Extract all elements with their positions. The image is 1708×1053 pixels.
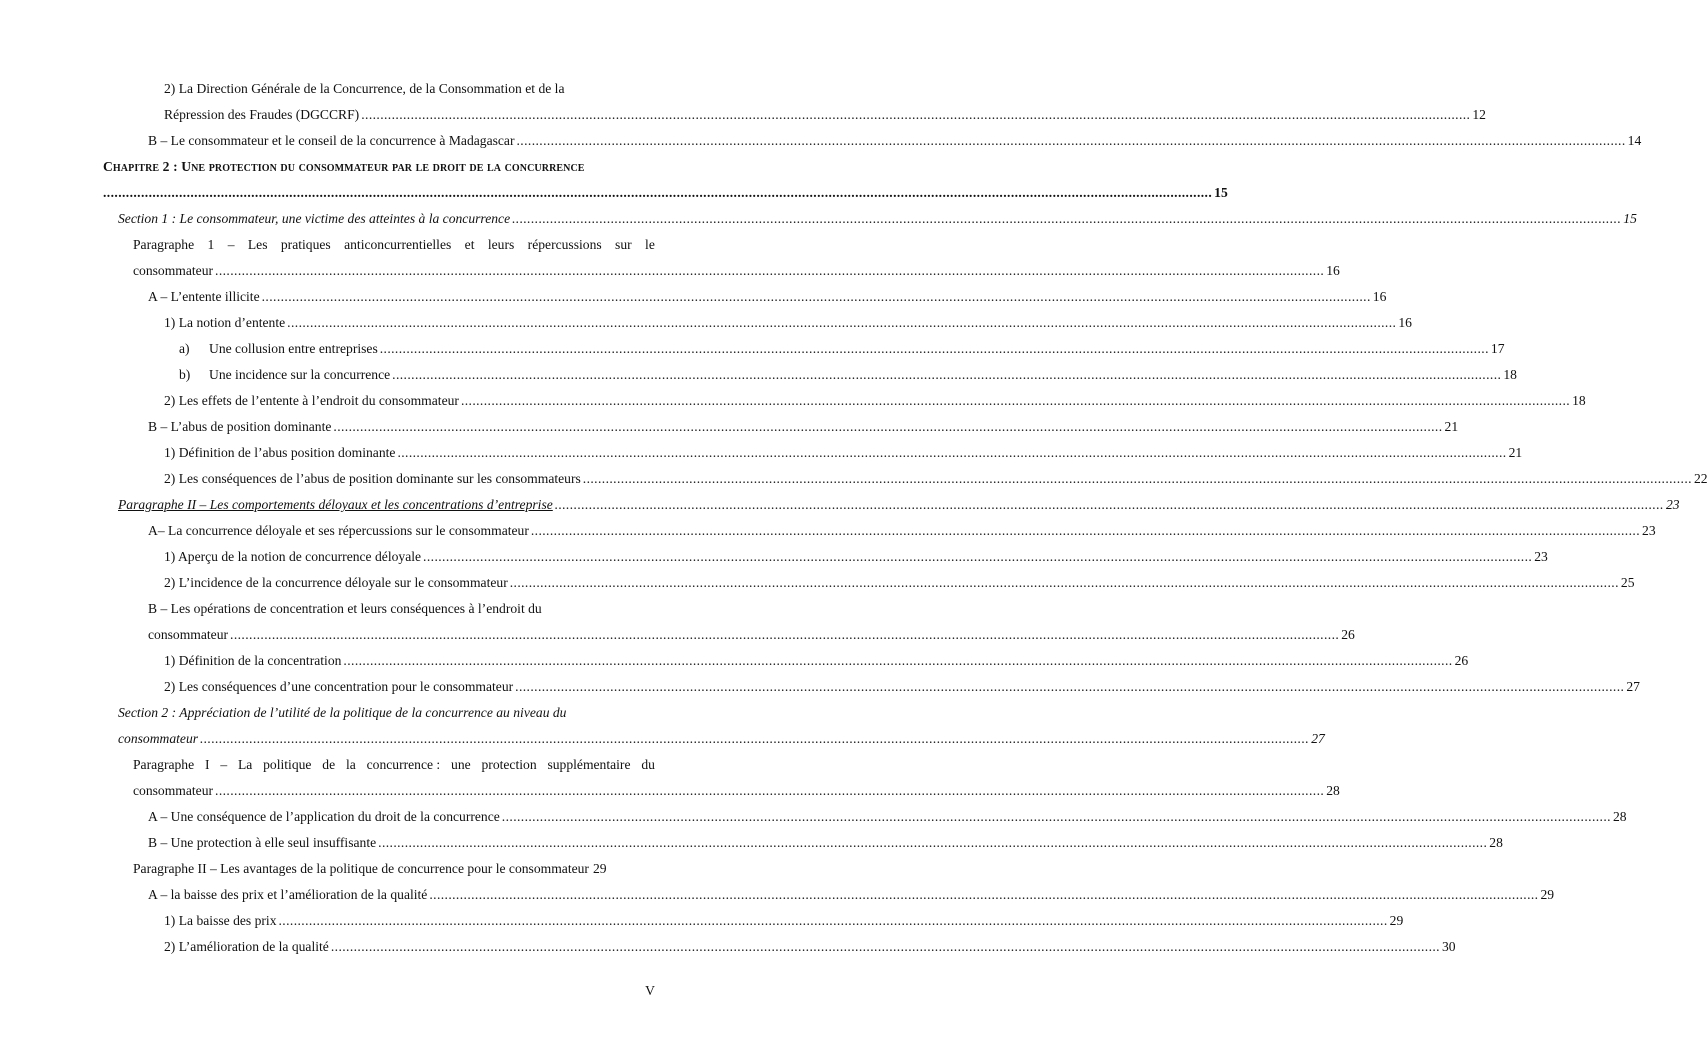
toc-page-number: 25: [1620, 575, 1635, 590]
toc-entry-text: A – Une conséquence de l’application du droit de la concurrence: [148, 809, 500, 824]
word: protection: [481, 757, 537, 772]
toc-entry-baisse-prix[interactable]: [164, 911, 1404, 931]
toc-entry-apercu-notion[interactable]: [164, 547, 1548, 567]
toc-entry-text: A– La concurrence déloyale et ses répercussions sur le consommateur: [148, 523, 529, 538]
dot-leader: [512, 209, 1621, 229]
word: –: [220, 757, 228, 772]
toc-paragraphe-1-line2[interactable]: [133, 261, 1340, 281]
word: une: [451, 757, 471, 772]
dot-leader: [287, 313, 1396, 333]
toc-page-number: 26: [1454, 653, 1469, 668]
toc-entry-concurrence-deloyale[interactable]: [148, 521, 1656, 541]
toc-entry-text: B – L’abus de position dominante: [148, 419, 332, 434]
toc-entry-text: Une collusion entre entreprises: [209, 341, 378, 356]
toc-entry-entente-illicite[interactable]: [148, 287, 1387, 307]
toc-entry-text: 2) Les effets de l’entente à l’endroit du consommateur: [164, 393, 459, 408]
toc-entry-text: A – L’entente illicite: [148, 289, 260, 304]
toc-page-number: 27: [1311, 731, 1325, 746]
toc-page-number: 15: [1214, 185, 1228, 200]
toc-entry-text: Paragraphe II – Les comportements déloyaux et les concentrations d’entreprise: [118, 497, 553, 512]
word: concurrence :: [366, 757, 441, 772]
toc-page-number: 29: [1389, 913, 1404, 928]
toc-page-number: 26: [1341, 627, 1355, 642]
word: et: [464, 237, 475, 252]
dot-leader: [378, 833, 1487, 853]
toc-entry-text: B – Les opérations de concentration et leurs conséquences à l’endroit du: [148, 601, 542, 616]
toc-entry-text: 2) Les conséquences de l’abus de position dominante sur les consommateurs: [164, 471, 581, 486]
toc-page-number: 23: [1665, 497, 1680, 512]
toc-entry-conseil-madagascar[interactable]: [148, 131, 1642, 151]
toc-page-number: 28: [1326, 783, 1340, 798]
toc-page-number: 21: [1444, 419, 1459, 434]
dot-leader: [333, 417, 1442, 437]
toc-page-number: 27: [1626, 679, 1640, 694]
toc-entry-text: A – la baisse des prix et l’amélioration de la qualité: [148, 887, 428, 902]
dot-leader: [515, 677, 1624, 697]
toc-entry-text: B – Le consommateur et le conseil de la concurrence à Madagascar: [148, 133, 515, 148]
toc-entry-definition-abus[interactable]: [164, 443, 1523, 463]
word: sur: [615, 237, 632, 252]
toc-entry-text: consommateur: [133, 783, 214, 798]
dot-leader: [230, 625, 1339, 645]
toc-entry-text: 2) L’incidence de la concurrence déloyale sur le consommateur: [164, 575, 508, 590]
toc-section-2-line2[interactable]: [118, 729, 1325, 749]
word: Les: [247, 237, 268, 252]
toc-page-number: 28: [1489, 835, 1503, 850]
toc-entry-baisse-prix-qualite[interactable]: [148, 885, 1555, 905]
word: du: [641, 757, 655, 772]
toc-entry-definition-concentration[interactable]: [164, 651, 1469, 671]
toc-page-number: 18: [1572, 393, 1586, 408]
toc-entry-text: 1) Définition de la concentration: [164, 653, 342, 668]
toc-entry-text: 1) Définition de l’abus position dominante: [164, 445, 396, 460]
word: anticoncurrentielles: [344, 237, 452, 252]
toc-paragraphe-1-line1[interactable]: [133, 235, 655, 255]
word: 1: [207, 237, 215, 252]
toc-page-number: 23: [1534, 549, 1548, 564]
word: Paragraphe: [133, 757, 195, 772]
toc-page-number: 16: [1326, 263, 1340, 278]
toc-paragraphe-4[interactable]: [133, 859, 655, 879]
toc-entry-text: 2) La Direction Générale de la Concurrence, de la Consommation et de la: [164, 81, 565, 96]
dot-leader: [397, 443, 1506, 463]
toc-entry-text: 2) L’amélioration de la qualité: [164, 939, 329, 954]
toc-page-number: 16: [1372, 289, 1387, 304]
dot-leader: [331, 937, 1440, 957]
word: leurs: [487, 237, 515, 252]
toc-entry-collusion[interactable]: [179, 339, 1505, 359]
toc-section-1[interactable]: [118, 209, 1637, 229]
dot-leader: [461, 391, 1570, 411]
toc-page-number: 15: [1623, 211, 1637, 226]
dot-leader: [555, 495, 1664, 515]
toc-paragraphe-3-line1[interactable]: [133, 755, 655, 775]
toc-entry-text: Une incidence sur la concurrence: [209, 367, 391, 382]
toc-page-number: 16: [1398, 315, 1412, 330]
toc-page-number: 12: [1472, 107, 1486, 122]
word: de: [322, 757, 336, 772]
dot-leader: [531, 521, 1640, 541]
toc-entry-dgccrf-line1: [164, 79, 655, 99]
toc-section-2-line1[interactable]: [118, 703, 655, 723]
toc-entry-dgccrf[interactable]: [164, 105, 1486, 125]
toc-chapter-2-title[interactable]: [103, 157, 655, 177]
toc-entry-operations-concentration-line2[interactable]: [148, 625, 1355, 645]
word: Paragraphe: [133, 237, 195, 252]
dot-leader: [262, 287, 1371, 307]
toc-entry-text: Paragraphe II – Les avantages de la politique de concurrence pour le consommateur: [133, 861, 589, 876]
dot-leader: [510, 573, 1619, 593]
toc-page-number: 30: [1442, 939, 1456, 954]
toc-entry-operations-concentration-line1[interactable]: [148, 599, 655, 619]
toc-entry-abus-position[interactable]: [148, 417, 1459, 437]
list-marker: a): [179, 341, 190, 356]
dot-leader: [279, 911, 1388, 931]
toc-paragraphe-3-line2[interactable]: [133, 781, 1340, 801]
word: la: [345, 757, 356, 772]
toc-entry-text: 1) La notion d’entente: [164, 315, 286, 330]
word: répercussions: [527, 237, 602, 252]
toc-page-number: 18: [1503, 367, 1517, 382]
toc-entry-text: Section 1 : Le consommateur, une victime des atteintes à la concurrence: [118, 211, 511, 226]
toc-entry-incidence-deloyale[interactable]: [164, 573, 1635, 593]
dot-leader: [200, 729, 1309, 749]
toc-entry-notion-entente[interactable]: [164, 313, 1412, 333]
toc-entry-text: 2) Les conséquences d’une concentration pour le consommateur: [164, 679, 514, 694]
toc-entry-text: Section 2 : Appréciation de l’utilité de la politique de la concurrence au niveau du: [118, 705, 567, 720]
toc-entry-text: Répression des Fraudes (DGCCRF): [164, 107, 360, 122]
dot-leader: [392, 365, 1501, 385]
toc-page-number: 29: [592, 861, 607, 876]
page-folio: V: [645, 983, 655, 998]
toc-entry-text: consommateur: [133, 263, 214, 278]
toc-entry-text: B – Une protection à elle seul insuffisante: [148, 835, 377, 850]
toc-chapter-2-leader[interactable]: [103, 183, 1228, 203]
toc-entry-incidence-concurrence[interactable]: [179, 365, 1517, 385]
toc-entry-protection-insuffisante[interactable]: [148, 833, 1503, 853]
dot-leader: [429, 885, 1538, 905]
toc-page-number: 23: [1642, 523, 1656, 538]
dot-leader: [103, 183, 1212, 203]
dot-leader: [361, 105, 1470, 125]
word: I: [204, 757, 210, 772]
dot-leader: [343, 651, 1452, 671]
dot-leader: [423, 547, 1532, 567]
chapter-title-text: Chapitre 2 : Une protection du consommateur par le droit de la concurrence: [103, 159, 585, 174]
toc-entry-text: consommateur: [148, 627, 229, 642]
toc-entry-effets-entente[interactable]: [164, 391, 1586, 411]
word: –: [227, 237, 235, 252]
toc-page-number: 21: [1508, 445, 1523, 460]
dot-leader: [583, 469, 1692, 489]
word: La: [237, 757, 253, 772]
toc-page-number: 14: [1627, 133, 1642, 148]
toc-entry-consequences-concentration[interactable]: [164, 677, 1640, 697]
toc-paragraphe-2[interactable]: [118, 495, 1680, 515]
word: le: [645, 237, 655, 252]
dot-leader: [215, 261, 1324, 281]
toc-entry-amelioration-qualite[interactable]: [164, 937, 1456, 957]
word: pratiques: [280, 237, 331, 252]
toc-entry-consequence-application[interactable]: [148, 807, 1627, 827]
toc-page-number: 28: [1612, 809, 1627, 824]
dot-leader: [517, 131, 1626, 151]
word: supplémentaire: [547, 757, 631, 772]
word: politique: [263, 757, 312, 772]
dot-leader: [380, 339, 1489, 359]
toc-page-number: 22: [1693, 471, 1708, 486]
list-marker: b): [179, 367, 191, 382]
toc-entry-text: 1) Aperçu de la notion de concurrence déloyale: [164, 549, 422, 564]
dot-leader: [215, 781, 1324, 801]
toc-entry-consequences-abus[interactable]: [164, 469, 1708, 489]
toc-entry-text: 1) La baisse des prix: [164, 913, 277, 928]
toc-entry-text: consommateur: [118, 731, 199, 746]
dot-leader: [502, 807, 1611, 827]
toc-page-number: 29: [1540, 887, 1555, 902]
toc-page-number: 17: [1490, 341, 1505, 356]
